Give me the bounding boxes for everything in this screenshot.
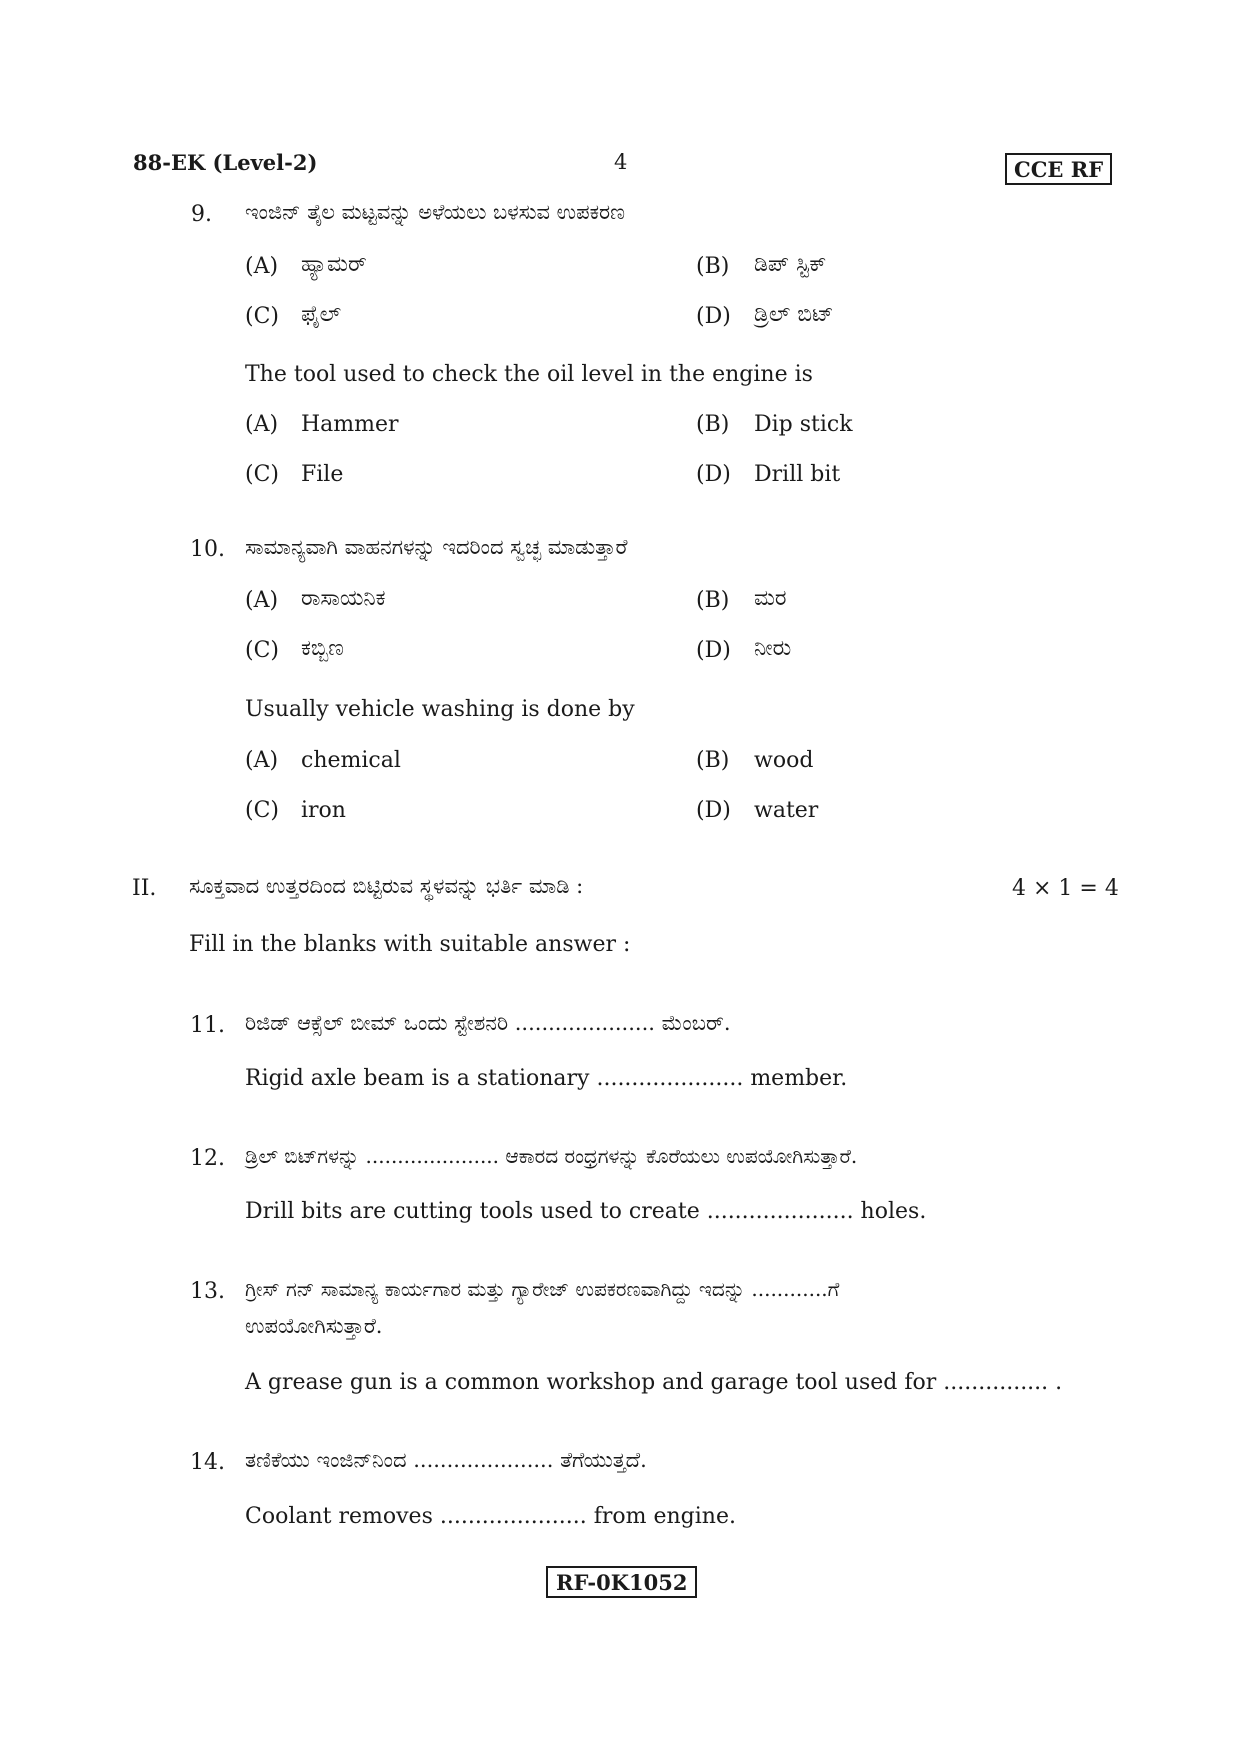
q10-en-option-b: wood [754,748,814,773]
page-number: 4 [614,150,628,174]
q9-en-option-d: Drill bit [754,462,841,487]
paper-code: 88-EK (Level-2) [133,150,318,175]
q9-kn-option-c: ಫೈಲ್ [301,302,342,327]
question-9-kannada: ಇಂಜಿನ್ ತೈಲ ಮಟ್ಟವನ್ನು ಅಳೆಯಲು ಬಳಸುವ ಉಪಕರಣ [245,200,626,224]
question-13-kannada-line-1: ಗ್ರೀಸ್ ಗನ್ ಸಾಮಾನ್ಯ ಕಾರ್ಯಗಾರ ಮತ್ತು ಗ್ಯಾರೇಜ್ ಉಪಕರಣವಾಗಿದ್ದು ಇದನ್ನು ............ಗೆ [245,1277,840,1301]
question-13-english: A grease gun is a common workshop and garage tool used for ............... . [245,1370,1063,1395]
question-11-number: 11. [190,1013,225,1038]
question-12-number: 12. [190,1146,225,1171]
question-14-kannada: ತಣಿಕೆಯು ಇಂಜಿನ್‌ನಿಂದ ..................... ತೆಗೆಯುತ್ತದೆ. [245,1448,647,1472]
q9-en-option-b-letter: (B) [696,412,730,437]
q9-kn-option-a: ಹ್ಯಾಮರ್ [301,252,367,277]
question-9-number: 9. [191,202,212,227]
q10-en-option-a: chemical [301,748,401,773]
q10-kn-option-b-letter: (B) [696,588,730,613]
q10-kn-option-d-letter: (D) [696,638,731,663]
q9-kn-option-d-letter: (D) [696,304,731,329]
q10-kn-option-a: ರಾಸಾಯನಿಕ [301,586,386,611]
q9-en-option-a-letter: (A) [245,412,279,437]
question-13-kannada-line-2: ಉಪಯೋಗಿಸುತ್ತಾರೆ. [245,1314,383,1338]
q10-en-option-c: iron [301,798,346,823]
q9-kn-option-d: ಡ್ರಿಲ್ ಬಿಟ್ [754,302,834,327]
q10-kn-option-a-letter: (A) [245,588,279,613]
q10-kn-option-c: ಕಬ್ಬಿಣ [301,636,344,661]
section-2-kannada-instruction: ಸೂಕ್ತವಾದ ಉತ್ತರದಿಂದ ಬಿಟ್ಟಿರುವ ಸ್ಥಳವನ್ನು ಭರ್ತಿ ಮಾಡಿ : [189,874,584,898]
q10-kn-option-b: ಮರ [754,586,787,611]
question-14-number: 14. [190,1450,225,1475]
q9-kn-option-a-letter: (A) [245,254,279,279]
q10-en-option-d: water [754,798,819,823]
question-11-english: Rigid axle beam is a stationary ..................... member. [245,1066,848,1091]
question-11-kannada: ರಿಜಿಡ್ ಆಕ್ಸೆಲ್ ಬೀಮ್ ಒಂದು ಸ್ಟೇಶನರಿ ..................... ಮೆಂಬರ್. [245,1011,731,1035]
q9-en-option-a: Hammer [301,412,399,437]
question-10-english: Usually vehicle washing is done by [245,697,635,722]
q10-en-option-d-letter: (D) [696,798,731,823]
q10-en-option-c-letter: (C) [245,798,279,823]
question-10-number: 10. [190,537,225,562]
q9-en-option-d-letter: (D) [696,462,731,487]
question-12-kannada: ಡ್ರಿಲ್ ಬಿಟ್‌ಗಳನ್ನು ..................... ಆಕಾರದ ರಂಧ್ರಗಳನ್ನು ಕೊರೆಯಲು ಉಪಯೋಗಿಸುತ್ತಾರೆ. [245,1144,858,1168]
q10-kn-option-d: ನೀರು [754,636,792,661]
question-10-kannada: ಸಾಮಾನ್ಯವಾಗಿ ವಾಹನಗಳನ್ನು ಇದರಿಂದ ಸ್ವಚ್ಛ ಮಾಡುತ್ತಾರೆ [245,535,628,559]
q10-en-option-b-letter: (B) [696,748,730,773]
q9-kn-option-c-letter: (C) [245,304,279,329]
question-9-english: The tool used to check the oil level in the engine is [245,362,813,387]
q10-kn-option-c-letter: (C) [245,638,279,663]
q10-en-option-a-letter: (A) [245,748,279,773]
section-2-english-instruction: Fill in the blanks with suitable answer : [189,932,631,957]
q9-kn-option-b: ಡಿಪ್ ಸ್ಟಿಕ್ [754,252,827,277]
footer-code: RF-0K1052 [546,1566,697,1598]
section-2-marks: 4 × 1 = 4 [1012,876,1119,901]
cce-rf-badge: CCE RF [1005,153,1112,185]
question-13-number: 13. [190,1279,225,1304]
section-2-numeral: II. [132,876,157,901]
q9-en-option-c: File [301,462,344,487]
q9-en-option-b: Dip stick [754,412,853,437]
question-14-english: Coolant removes ..................... from engine. [245,1504,736,1529]
q9-kn-option-b-letter: (B) [696,254,730,279]
question-12-english: Drill bits are cutting tools used to create ..................... holes. [245,1199,927,1224]
q9-en-option-c-letter: (C) [245,462,279,487]
